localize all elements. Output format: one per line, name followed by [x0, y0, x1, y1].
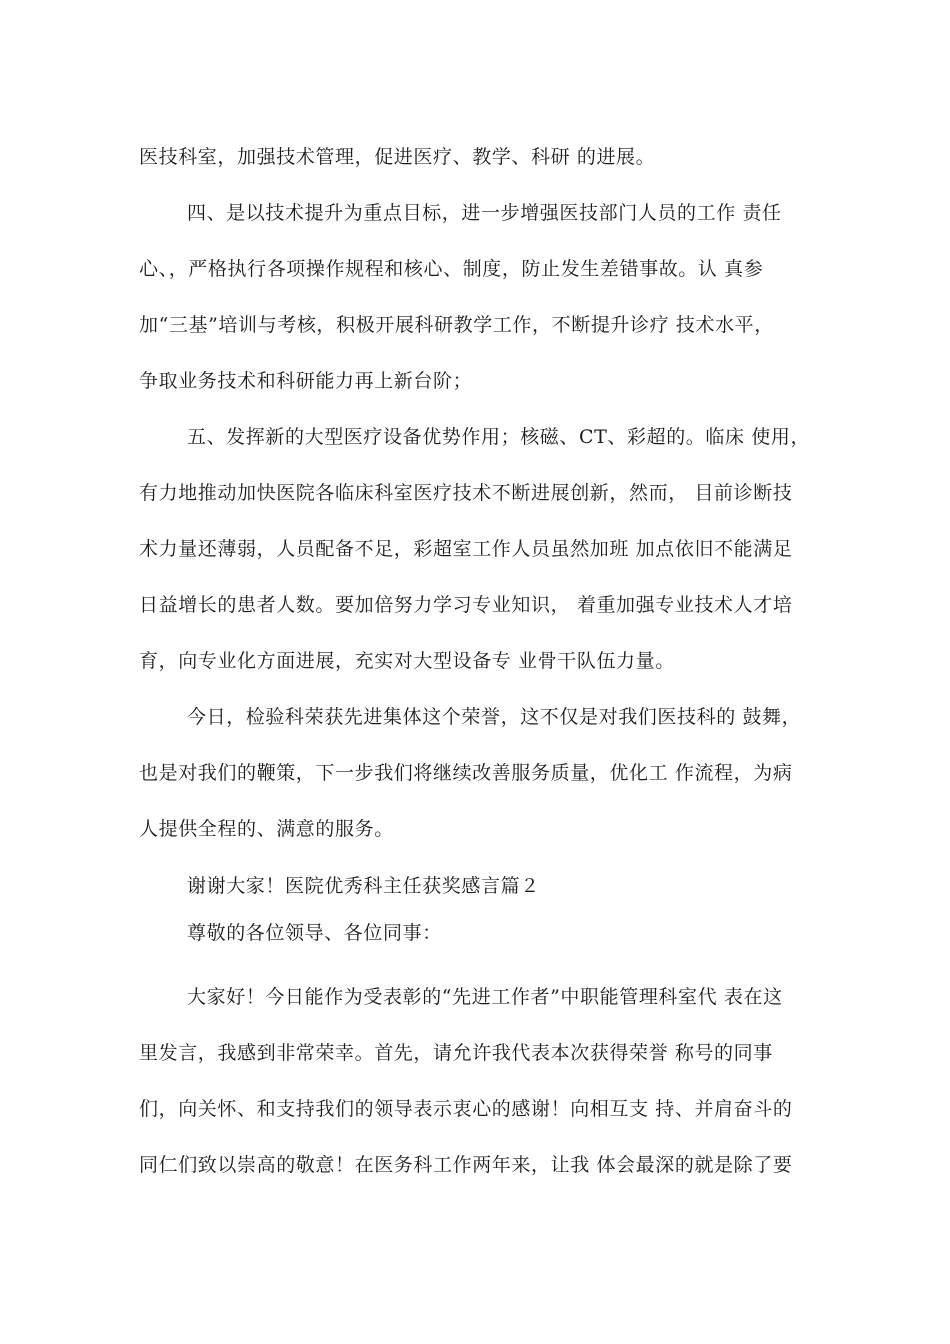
salutation: 尊敬的各位领导、各位同事：	[187, 922, 442, 944]
text-line: 心、，严格执行各项操作规程和核心、制度，防止发生差错事故。认 真参	[139, 258, 764, 280]
text-line: 术力量还薄弱，人员配备不足，彩超室工作人员虽然加班 加点依旧不能满足	[139, 538, 793, 560]
text-line: 争取业务技术和科研能力再上新台阶；	[139, 370, 473, 392]
paragraph-start-line: 今日，检验科荣获先进集体这个荣誉，这不仅是对我们医技科的 鼓舞，	[187, 706, 802, 728]
text-line: 加“三基”培训与考核，积极开展科研教学工作，不断提升诊疗 技术水平，	[139, 314, 774, 336]
text-line: 人提供全程的、满意的服务。	[139, 818, 394, 840]
paragraph-start-line: 四、是以技术提升为重点目标，进一步增强医技部门人员的工作 责任	[187, 202, 782, 224]
text-line: 育，向专业化方面进展，充实对大型设备专 业骨干队伍力量。	[139, 650, 675, 672]
paragraph-start-line: 大家好！今日能作为受表彰的“先进工作者”中职能管理科室代 表在这	[187, 986, 783, 1008]
text-line: 同仁们致以崇高的敬意！在医务科工作两年来，让我 体会最深的就是除了要	[139, 1154, 793, 1176]
text-line: 们，向关怀、和支持我们的领导表示衷心的感谢！向相互支 持、并肩奋斗的	[139, 1098, 793, 1120]
paragraph-start-line: 五、发挥新的大型医疗设备优势作用；核磁、CT、彩超的。临床 使用，	[187, 426, 811, 448]
text-line: 也是对我们的鞭策，下一步我们将继续改善服务质量，优化工 作流程，为病	[139, 762, 793, 784]
section-heading: 谢谢大家！医院优秀科主任获奖感言篇２	[187, 875, 540, 897]
text-line: 有力地推动加快医院各临床科室医疗技术不断进展创新，然而， 目前诊断技	[139, 482, 793, 504]
text-line: 医技科室，加强技术管理，促进医疗、教学、科研 的进展。	[139, 146, 656, 168]
text-line: 里发言，我感到非常荣幸。首先，请允许我代表本次获得荣誉 称号的同事	[139, 1042, 773, 1064]
text-line: 日益增长的患者人数。要加倍努力学习专业知识， 着重加强专业技术人才培	[139, 594, 793, 616]
